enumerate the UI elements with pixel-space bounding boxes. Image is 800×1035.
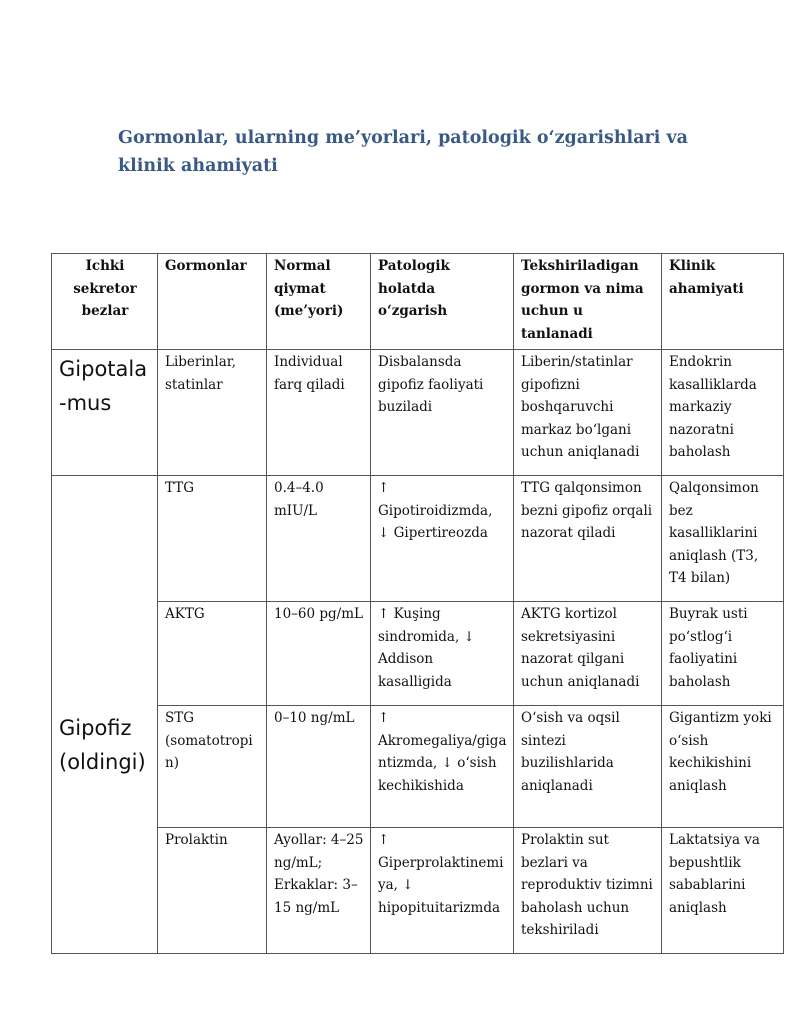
hormone-cell: STG (somatotropin) [158, 706, 267, 828]
table-row [52, 828, 784, 954]
clinical-cell: Qalqonsimon bez kasalliklarini aniqlash (T3, T4 bilan) [662, 476, 784, 602]
header-normal-value: Normal qiymat (me’yori) [267, 254, 371, 350]
normal-value-cell: Ayollar: 4–25 ng/mL; Erkaklar: 3–15 ng/mL [267, 828, 371, 954]
tested-cell: O‘sish va oqsil sintezi buzilishlarida aniqlanadi [514, 706, 662, 828]
document-title: Gormonlar, ularning me’yorlari, patologik o‘zgarishlari va klinik ahamiyati [118, 128, 688, 176]
header-pathological-change: Patologik holatda o‘zgarish [371, 254, 514, 350]
normal-value-cell: 10–60 pg/mL [267, 602, 371, 706]
normal-value-cell: 0–10 ng/mL [267, 706, 371, 828]
table-header-row [52, 254, 784, 350]
normal-value-cell: 0.4–4.0 mIU/L [267, 476, 371, 602]
gland-cell-pituitary: Gipofiz (oldingi) [52, 476, 158, 954]
change-cell: ↑ Gipotiroidizmda, ↓ Gipertireozda [371, 476, 514, 602]
header-hormones: Gormonlar [158, 254, 267, 350]
clinical-cell: Endokrin kasalliklarda markaziy nazoratni baholash [662, 350, 784, 476]
tested-cell: Prolaktin sut bezlari va reproduktiv tizimni baholash uchun tekshiriladi [514, 828, 662, 954]
table-row [52, 706, 784, 828]
hormones-table [51, 253, 784, 954]
table-row [52, 350, 784, 476]
gland-cell-hypothalamus: Gipotala-mus [52, 350, 158, 476]
change-cell: Disbalansda gipofiz faoliyati buziladi [371, 350, 514, 476]
header-clinical-significance: Klinik ahamiyati [662, 254, 784, 350]
clinical-cell: Buyrak usti po‘stlog‘i faoliyatini baholash [662, 602, 784, 706]
hormone-cell: TTG [158, 476, 267, 602]
clinical-cell: Laktatsiya va bepushtlik sabablarini aniqlash [662, 828, 784, 954]
table-row [52, 602, 784, 706]
change-cell: ↑ Giperprolaktinemiya, ↓ hipopituitarizmda [371, 828, 514, 954]
change-cell: ↑ Akromegaliya/gigantizmda, ↓ o‘sish kechikishida [371, 706, 514, 828]
change-cell: ↑ Kuşing sindromida, ↓ Addison kasalligida [371, 602, 514, 706]
normal-value-cell: Individual farq qiladi [267, 350, 371, 476]
hormone-cell: Liberinlar, statinlar [158, 350, 267, 476]
tested-cell: Liberin/statinlar gipofizni boshqaruvchi markaz bo‘lgani uchun aniqlanadi [514, 350, 662, 476]
hormone-cell: AKTG [158, 602, 267, 706]
hormone-cell: Prolaktin [158, 828, 267, 954]
tested-cell: AKTG kortizol sekretsiyasini nazorat qilgani uchun aniqlanadi [514, 602, 662, 706]
header-glands: Ichki sekretor bezlar [52, 254, 158, 350]
table-row [52, 476, 784, 602]
tested-cell: TTG qalqonsimon bezni gipofiz orqali nazorat qiladi [514, 476, 662, 602]
clinical-cell: Gigantizm yoki o‘sish kechikishini aniqlash [662, 706, 784, 828]
header-tested-hormone: Tekshiriladigan gormon va nima uchun u tanlanadi [514, 254, 662, 350]
